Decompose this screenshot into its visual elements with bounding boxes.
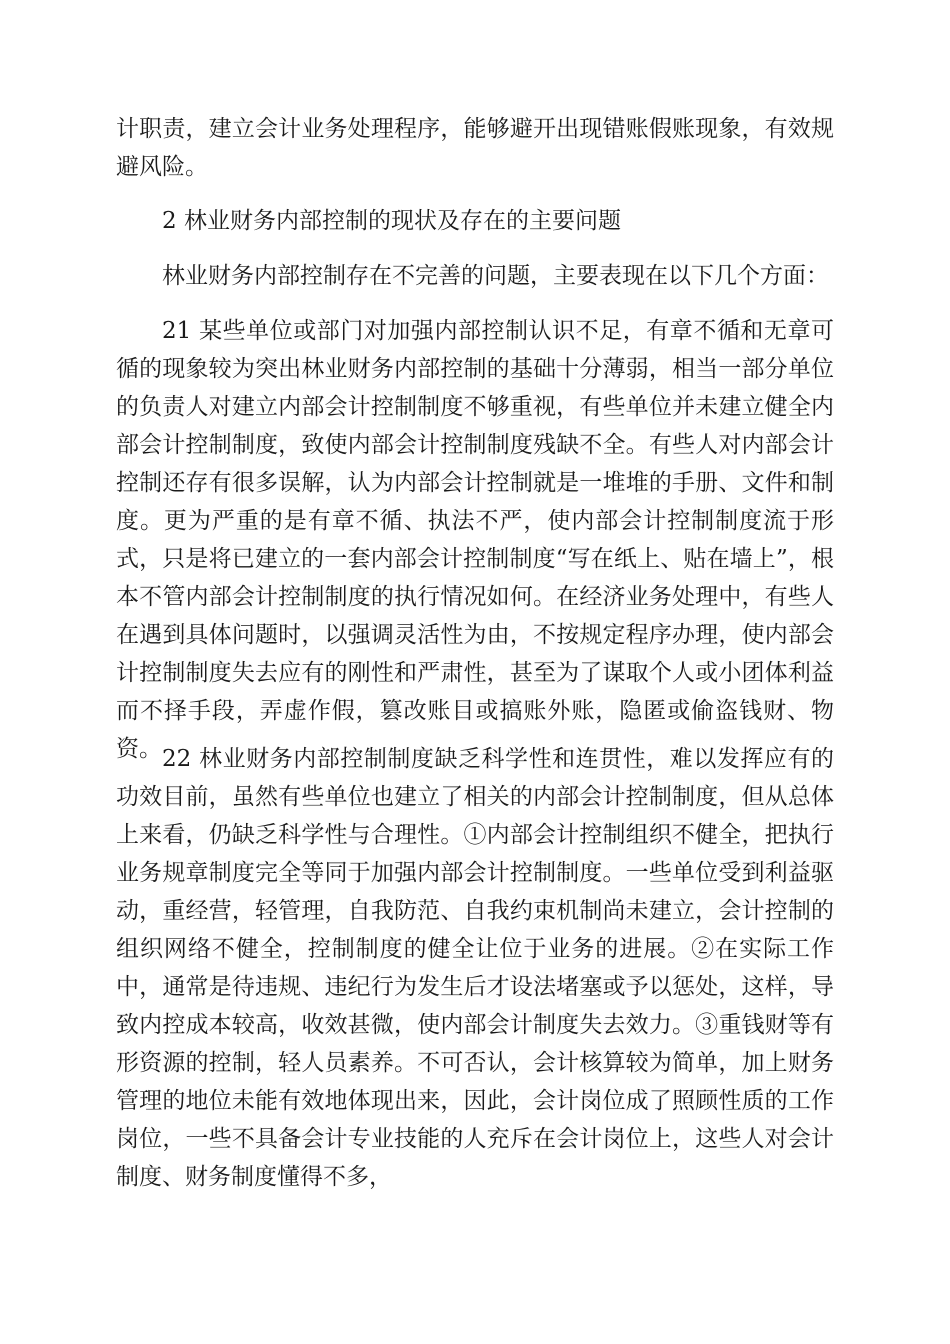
paragraph-continuation: 计职责，建立会计业务处理程序，能够避开出现错账假账现象，有效规避风险。 [116,116,834,180]
section-heading: 2 林业财务内部控制的现状及存在的主要问题 [162,208,621,234]
paragraph-section-2-1: 21 某些单位或部门对加强内部控制认识不足，有章不循和无章可循的现象较为突出林业财务内部控制的基础十分薄弱，相当一部分单位的负责人对建立内部会计控制制度不够重视，有些单位并未建立健全内部会计控制制度，致使内部会计控制制度残缺不全。有些人对内部会计控制还存有很多误解，认为内部会计控制就是一堆堆的手册、文件和制度。更为严重的是有章不循、执法不严，使内部会计控制制度流于形式，只是将已建立的一套内部会计控制制度“写在纸上、贴在墙上”，根本不管内部会计控制制度的执行情况如何。在经济业务处理中，有些人在遇到具体问题时，以强调灵活性为由，不按规定程序办理，使内部会计控制制度失去应有的刚性和严肃性，甚至为了谋取个人或小团体利益而不择手段，弄虚作假，篡改账目或搞账外账，隐匿或偷盗钱财、物资。 [116,318,834,762]
paragraph-section-2-2: 22 林业财务内部控制制度缺乏科学性和连贯性，难以发挥应有的功效目前，虽然有些单位也建立了相关的内部会计控制制度，但从总体上来看，仍缺乏科学性与合理性。①内部会计控制组织不健全，把执行业务规章制度完全等同于加强内部会计控制制度。一些单位受到利益驱动，重经营，轻管理，自我防范、自我约束机制尚未建立，会计控制的组织网络不健全，控制制度的健全让位于业务的进展。②在实际工作中，通常是待违规、违纪行为发生后才设法堵塞或予以惩处，这样，导致内控成本较高，收效甚微，使内部会计制度失去效力。③重钱财等有形资源的控制，轻人员素养。不可否认，会计核算较为简单，加上财务管理的地位未能有效地体现出来，因此，会计岗位成了照顾性质的工作岗位，一些不具备会计专业技能的人充斥在会计岗位上，这些人对会计制度、财务制度懂得不多， [116,746,834,1190]
paragraph-intro: 林业财务内部控制存在不完善的问题，主要表现在以下几个方面： [162,263,829,289]
